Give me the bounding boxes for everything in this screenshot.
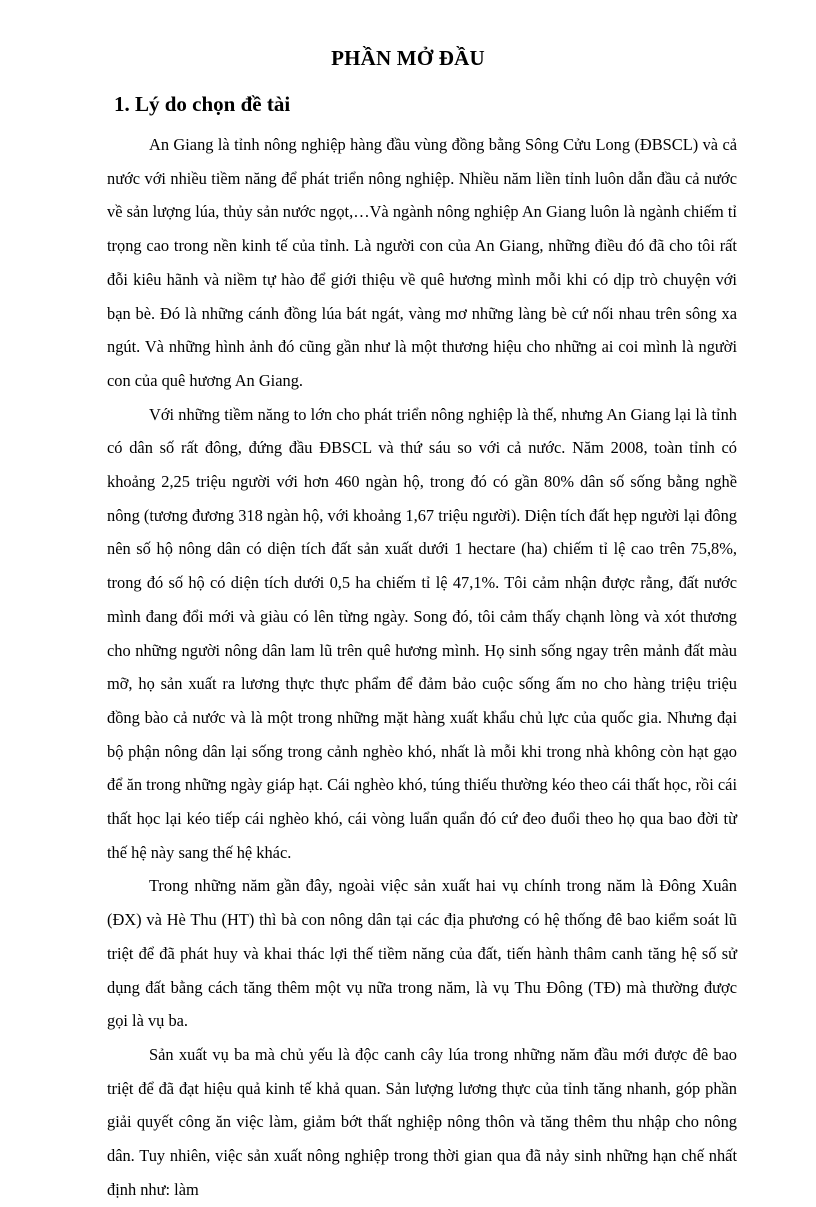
paragraph: An Giang là tỉnh nông nghiệp hàng đầu vùng đồng bằng Sông Cửu Long (ĐBSCL) và cả nước với nhiều tiềm năng để phát triển nông nghiệp. Nhiều năm liền tỉnh luôn dẫn đầu cả nước về sản lượng lúa, thủy sản nước ngọt,…Và ngành nông nghiệp An Giang luôn là ngành chiếm tỉ trọng cao trong nền kinh tế của tỉnh. Là người con của An Giang, những điều đó đã cho tôi rất đỗi kiêu hãnh và niềm tự hào để giới thiệu về quê hương mình mỗi khi có dịp trò chuyện với bạn bè. Đó là những cánh đồng lúa bát ngát, vàng mơ những làng bè cứ nối nhau trên sông xa ngút. Và những hình ảnh đó cũng gần như là một thương hiệu cho những ai coi mình là người con của quê hương An Giang. [107,135,737,390]
section-heading: 1. Lý do chọn đề tài [114,92,291,116]
paragraph: Trong những năm gần đây, ngoài việc sản xuất hai vụ chính trong năm là Đông Xuân (ĐX) và Hè Thu (HT) thì bà con nông dân tại các địa phương có hệ thống đê bao kiểm soát lũ triệt để đã phát huy và khai thác lợi thế tiềm năng của đất, tiến hành thâm canh tăng hệ số sử dụng đất bằng cách tăng thêm một vụ nữa trong năm, là vụ Thu Đông (TĐ) mà thường được gọi là vụ ba. [107,876,737,1031]
page-title: PHẦN MỞ ĐẦU [331,46,485,70]
paragraph: Với những tiềm năng to lớn cho phát triển nông nghiệp là thế, nhưng An Giang lại là tỉnh có dân số rất đông, đứng đầu ĐBSCL và thứ sáu so với cả nước. Năm 2008, toàn tỉnh có khoảng 2,25 triệu người với hơn 460 ngàn hộ, trong đó có gần 80% dân số sống bằng nghề nông (tương đương 318 ngàn hộ, với khoảng 1,67 triệu người). Diện tích đất hẹp người lại đông nên số hộ nông dân có diện tích đất sản xuất dưới 1 hectare (ha) chiếm tỉ lệ cao trên 75,8%, trong đó số hộ có diện tích dưới 0,5 ha chiếm tỉ lệ 47,1%. Tôi cảm nhận được rằng, đất nước mình đang đổi mới và giàu có lên từng ngày. Song đó, tôi cảm thấy chạnh lòng và xót thương cho những người nông dân lam lũ trên quê hương mình. Họ sinh sống ngay trên mảnh đất màu mỡ, họ sản xuất ra lương thực thực phẩm để đảm bảo cuộc sống ấm no cho hàng triệu triệu đồng bào cả nước và là một trong những mặt hàng xuất khẩu chủ lực của quốc gia. Nhưng đại bộ phận nông dân lại sống trong cảnh nghèo khó, nhất là mỗi khi trong nhà không còn hạt gạo để ăn trong những ngày giáp hạt. Cái nghèo khó, túng thiếu thường kéo theo cái thất học, rồi cái thất học lại kéo tiếp cái nghèo khó, cái vòng luẩn quẩn đó cứ đeo đuổi theo họ qua bao đời từ thế hệ này sang thế hệ khác. [107,404,738,862]
paragraph: Sản xuất vụ ba mà chủ yếu là độc canh cây lúa trong những năm đầu mới được đê bao triệt để đã đạt hiệu quả kinh tế khả quan. Sản lượng lương thực của tỉnh tăng nhanh, góp phần giải quyết công ăn việc làm, giảm bớt thất nghiệp nông thôn và tăng thêm thu nhập cho nông dân. Tuy nhiên, việc sản xuất nông nghiệp trong thời gian qua đã nảy sinh những hạn chế nhất định như: làm [107,1044,737,1199]
body-text [107,128,737,1207]
